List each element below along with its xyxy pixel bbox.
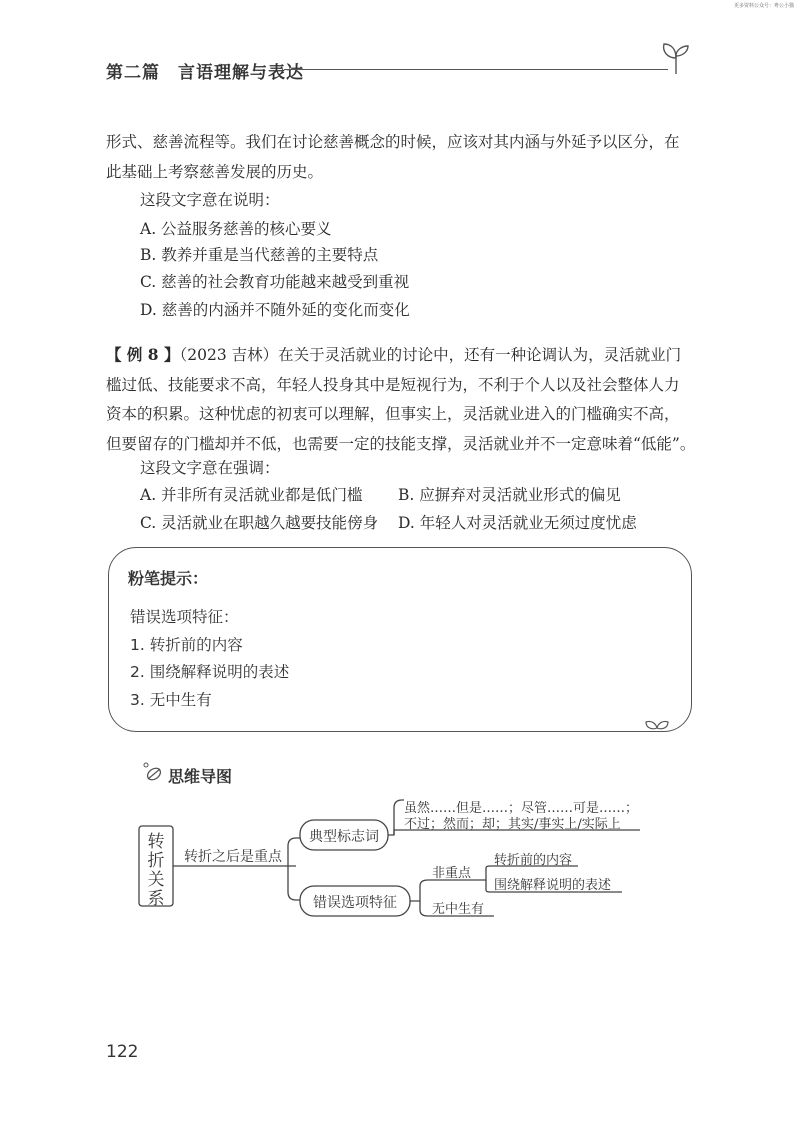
- option-b: B. 教养并重是当代慈善的主要特点: [140, 246, 379, 264]
- node2-sub-b: 无中生有: [432, 902, 485, 917]
- option-a: A. 并非所有灵活就业都是低门槛: [140, 486, 363, 504]
- example8-line: 但要留存的门槛却并不低，也需要一定的技能支撑，灵活就业并不一定意味着“低能”。: [106, 434, 696, 453]
- tip-item: 1. 转折前的内容: [130, 636, 243, 654]
- node2-sub-a: 非重点: [432, 866, 472, 881]
- root-char: 折: [147, 851, 165, 871]
- option-c: C. 慈善的社会教育功能越来越受到重视: [140, 273, 410, 291]
- connector: [288, 866, 300, 900]
- node2-label: 错误选项特征: [313, 895, 397, 911]
- tip-subtitle: 错误选项特征：: [130, 608, 239, 626]
- node1-label: 典型标志词: [309, 829, 379, 845]
- example8-line: 槛过低、技能要求不高，年轻人投身其中是短视行为，不利于个人以及社会整体人力: [106, 375, 680, 394]
- example-label: 【 例 8 】: [106, 345, 180, 364]
- tip-item: 3. 无中生有: [130, 691, 212, 709]
- passage-prev-line: 此基础上考察慈善发展的历史。: [106, 162, 324, 181]
- node2-sub-a-item: 转折前的内容: [494, 853, 573, 868]
- question-prompt: 这段文字意在说明：: [140, 191, 280, 209]
- root-char: 系: [147, 889, 165, 909]
- example-source: （2023 吉林）: [179, 346, 279, 364]
- option-b: B. 应摒弃对灵活就业形式的偏见: [398, 486, 621, 504]
- corner-note: 更多资料公众号：粤公小猫: [733, 3, 794, 9]
- option-a: A. 公益服务慈善的核心要义: [140, 220, 332, 238]
- root-char: 转: [147, 832, 165, 852]
- tip-item: 2. 围绕解释说明的表述: [130, 663, 290, 681]
- page-number: 122: [106, 1042, 139, 1062]
- option-d: D. 年轻人对灵活就业无须过度忧虑: [398, 514, 637, 532]
- example8-line: 资本的积累。这种忧虑的初衷可以理解，但事实上，灵活就业进入的门槛确实不高，: [106, 405, 680, 423]
- example8-text: 在关于灵活就业的讨论中，还有一种论调认为，灵活就业门: [278, 346, 682, 364]
- connector: [410, 880, 484, 901]
- tip-title: 粉笔提示：: [128, 569, 209, 588]
- node2-sub-a-item: 围绕解释说明的表述: [494, 878, 612, 893]
- question-prompt: 这段文字意在强调：: [140, 459, 280, 477]
- passage-prev-line: 形式、慈善流程等。我们在讨论慈善概念的时候，应该对其内涵与外延予以区分，在: [106, 133, 680, 151]
- option-d: D. 慈善的内涵并不随外延的变化而变化: [140, 301, 410, 319]
- mind-map-heading: 思维导图: [168, 767, 233, 786]
- root-char: 关: [147, 870, 165, 890]
- branch-label: 转折之后是重点: [184, 849, 282, 865]
- option-c: C. 灵活就业在职越久越要技能傍身: [140, 514, 379, 532]
- connector: [288, 838, 300, 866]
- node1-line1: 虽然……但是……；尽管……可是……；: [404, 801, 639, 816]
- section-title: 第二篇 言语理解与表达: [106, 63, 304, 83]
- node1-line2: 不过；然而；却；其实/事实上/实际上: [404, 817, 621, 832]
